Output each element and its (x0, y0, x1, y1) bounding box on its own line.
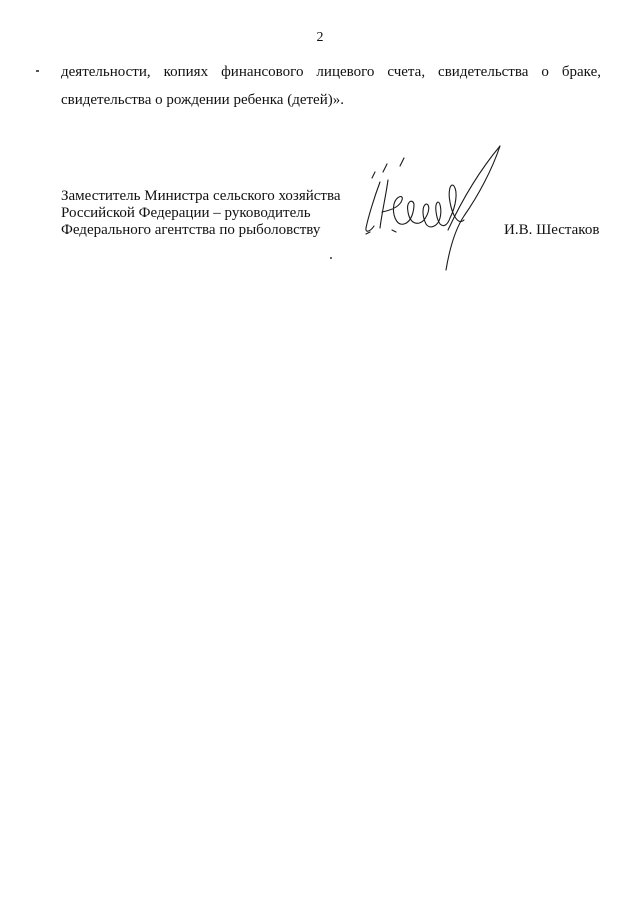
handwritten-signature (352, 140, 512, 275)
stray-mark (36, 70, 39, 72)
body-text (61, 58, 601, 114)
signatory-title-line-2: Российской Федерации – руководитель (61, 205, 311, 221)
body-text-line-2: свидетельства о рождении ребенка (детей)». (61, 92, 344, 108)
signatory-name: И.В. Шестаков (504, 222, 600, 238)
body-text-line-1: деятельности, копиях финансового лицевого счета, свидетельства о браке, (61, 64, 601, 80)
signatory-title-line-1: Заместитель Министра сельского хозяйства (61, 188, 341, 204)
dot-mark (330, 257, 332, 259)
page-number: 2 (316, 30, 324, 45)
signatory-title (61, 188, 341, 239)
signatory-title-line-3: Федерального агентства по рыболовству (61, 222, 321, 238)
